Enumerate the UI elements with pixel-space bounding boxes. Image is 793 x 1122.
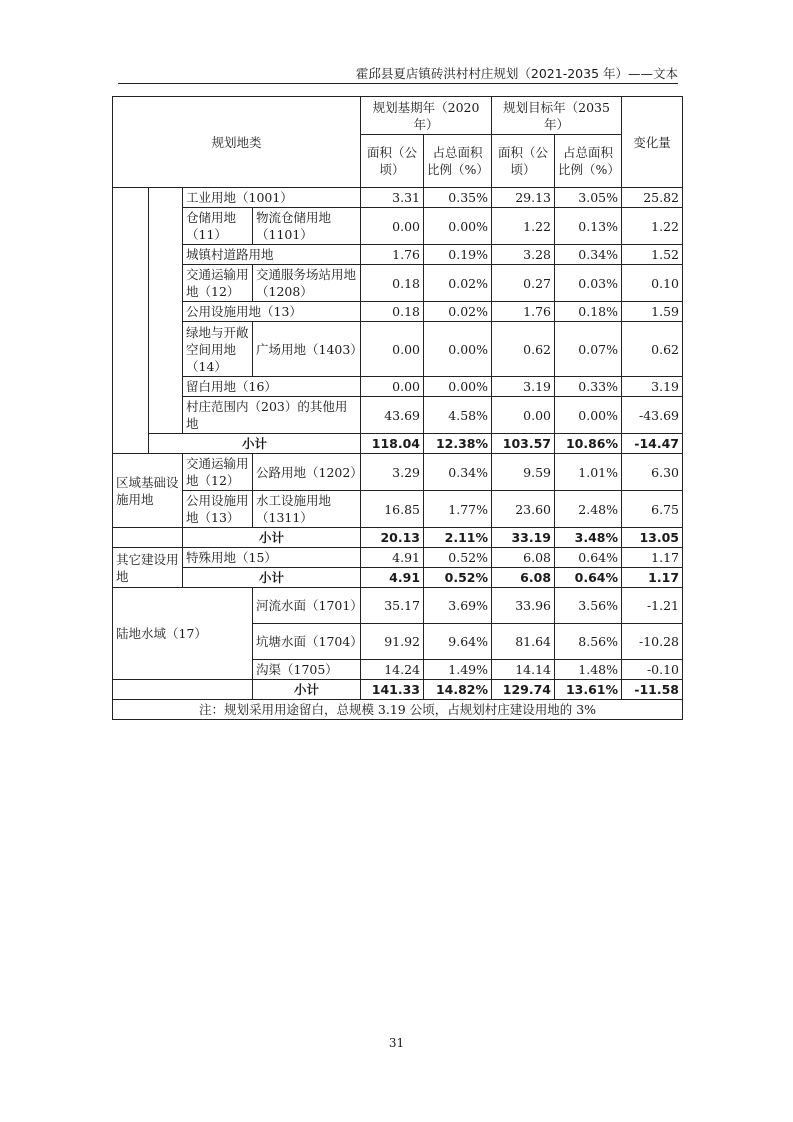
cell-value: -43.69 [622, 397, 683, 434]
row-label: 沟渠（1705） [253, 660, 361, 680]
subtotal-row [113, 434, 683, 454]
cell-value: 0.62 [622, 322, 683, 377]
header-row-1 [113, 97, 683, 135]
cell-value: 0.64% [555, 548, 622, 568]
cell-value: 10.86% [555, 434, 622, 454]
row-label-b: 物流仓储用地（1101） [253, 208, 361, 245]
note-row [113, 700, 683, 720]
cell-value: 0.07% [555, 322, 622, 377]
header-rule [118, 83, 678, 84]
table-row [113, 322, 683, 377]
cell-value: 20.13 [361, 528, 424, 548]
cell-value: 91.92 [361, 624, 424, 660]
cell-value: 0.02% [424, 265, 492, 302]
header-base-year: 规划基期年（2020年） [361, 97, 492, 135]
cell-value: 0.00 [361, 377, 424, 397]
cell-value: 81.64 [492, 624, 555, 660]
header-target-year: 规划目标年（2035年） [492, 97, 622, 135]
cell-value: 118.04 [361, 434, 424, 454]
cell-value: 1.01% [555, 454, 622, 491]
row-label-a: 交通运输用地（12） [183, 265, 253, 302]
cell-value: 0.00 [492, 397, 555, 434]
table-row [113, 397, 683, 434]
land-use-table [112, 96, 683, 720]
cell-value: 1.59 [622, 302, 683, 322]
row-label: 特殊用地（15） [183, 548, 361, 568]
cell-value: 0.00% [555, 397, 622, 434]
cell-value: -10.28 [622, 624, 683, 660]
cell-value: 0.35% [424, 188, 492, 208]
cell-value: 0.00% [424, 208, 492, 245]
cell-value: 1.17 [622, 548, 683, 568]
row-label-b: 交通服务场站用地（1208） [253, 265, 361, 302]
cell-value: 33.19 [492, 528, 555, 548]
subtotal-row [113, 528, 683, 548]
cell-value: 129.74 [492, 680, 555, 700]
cell-value: 3.19 [492, 377, 555, 397]
cell-value: 13.05 [622, 528, 683, 548]
row-label: 城镇村道路用地 [183, 245, 361, 265]
cell-value: 4.91 [361, 548, 424, 568]
cell-value: 0.19% [424, 245, 492, 265]
table-note: 注：规划采用用途留白，总规模 3.19 公顷，占规划村庄建设用地的 3% [113, 700, 683, 720]
table-row [113, 265, 683, 302]
cell-value: 0.52% [424, 568, 492, 588]
group-label: 陆地水域（17） [113, 588, 253, 680]
page-number: 31 [388, 1036, 405, 1050]
cell-value: 16.85 [361, 491, 424, 528]
cell-value: -1.21 [622, 588, 683, 624]
row-label: 留白用地（16） [183, 377, 361, 397]
cell-value: 9.64% [424, 624, 492, 660]
cell-value: 1.17 [622, 568, 683, 588]
cell-value: 6.75 [622, 491, 683, 528]
cell-value: 0.18 [361, 302, 424, 322]
row-label-b: 广场用地（1403） [253, 322, 361, 377]
header-area-2020: 面积（公顷） [361, 135, 424, 188]
cell-value: 0.00% [424, 377, 492, 397]
group-label: 其它建设用地 [113, 548, 183, 588]
cell-value: 4.58% [424, 397, 492, 434]
table-row [113, 188, 683, 208]
cell-value: 1.76 [492, 302, 555, 322]
table-row [113, 588, 683, 624]
table-row [113, 302, 683, 322]
cell-value: 14.82% [424, 680, 492, 700]
cell-value: 2.11% [424, 528, 492, 548]
subtotal-row [113, 568, 683, 588]
cell-value: 0.00 [361, 322, 424, 377]
cell-value: 103.57 [492, 434, 555, 454]
subtotal-label: 小计 [149, 434, 361, 454]
header-ratio-2020: 占总面积比例（%） [424, 135, 492, 188]
subtotal-label: 小计 [183, 568, 361, 588]
row-label: 工业用地（1001） [183, 188, 361, 208]
cell-value: 0.03% [555, 265, 622, 302]
cell-value: 14.14 [492, 660, 555, 680]
cell-value: 33.96 [492, 588, 555, 624]
subtotal-label: 小计 [183, 528, 361, 548]
row-label: 村庄范围内（203）的其他用地 [183, 397, 361, 434]
cell-value: 0.13% [555, 208, 622, 245]
table-row [113, 454, 683, 491]
row-label: 坑塘水面（1704） [253, 624, 361, 660]
cell-value: 0.34% [424, 454, 492, 491]
cell-value: 29.13 [492, 188, 555, 208]
row-label-a: 交通运输用地（12） [183, 454, 253, 491]
document-header: 霍邱县夏店镇砖洪村村庄规划（2021-2035 年）——文本 [355, 66, 678, 81]
table-row [113, 377, 683, 397]
row-label-b: 公路用地（1202） [253, 454, 361, 491]
subtotal-row [113, 680, 683, 700]
cell-value: -14.47 [622, 434, 683, 454]
header-category: 规划地类 [113, 97, 361, 188]
cell-value: 6.30 [622, 454, 683, 491]
cell-value: 0.18% [555, 302, 622, 322]
cell-value: 2.48% [555, 491, 622, 528]
group1-inner-cell [149, 188, 183, 434]
group-label: 区域基础设施用地 [113, 454, 183, 528]
cell-value: 14.24 [361, 660, 424, 680]
cell-value: 4.91 [361, 568, 424, 588]
table-row [113, 208, 683, 245]
row-label-a: 绿地与开敞空间用地（14） [183, 322, 253, 377]
cell-value: 3.19 [622, 377, 683, 397]
cell-value: 0.34% [555, 245, 622, 265]
row-label-a: 仓储用地（11） [183, 208, 253, 245]
cell-value: 3.69% [424, 588, 492, 624]
cell-value: 0.00 [361, 208, 424, 245]
table-row [113, 491, 683, 528]
row-label-a: 公用设施用地（13） [183, 491, 253, 528]
cell-value: 3.48% [555, 528, 622, 548]
cell-value: 0.02% [424, 302, 492, 322]
cell-value: -11.58 [622, 680, 683, 700]
cell-value: 23.60 [492, 491, 555, 528]
cell-value: 1.48% [555, 660, 622, 680]
cell-value: 1.22 [492, 208, 555, 245]
cell-value: 8.56% [555, 624, 622, 660]
cell-value: 141.33 [361, 680, 424, 700]
header-ratio-2035: 占总面积比例（%） [555, 135, 622, 188]
cell-value: 0.64% [555, 568, 622, 588]
header-area-2035: 面积（公顷） [492, 135, 555, 188]
row-label: 河流水面（1701） [253, 588, 361, 624]
cell-value: 1.49% [424, 660, 492, 680]
cell-value: 3.29 [361, 454, 424, 491]
row-label-b: 水工设施用地（1311） [253, 491, 361, 528]
cell-value: 0.62 [492, 322, 555, 377]
cell-value: 35.17 [361, 588, 424, 624]
cell-value: 0.33% [555, 377, 622, 397]
cell-value: 3.56% [555, 588, 622, 624]
subtotal-label: 小计 [253, 680, 361, 700]
cell-value: 0.10 [622, 265, 683, 302]
group2-blank-cell [113, 528, 183, 548]
cell-value: 1.22 [622, 208, 683, 245]
cell-value: 0.18 [361, 265, 424, 302]
cell-value: 0.27 [492, 265, 555, 302]
cell-value: 3.31 [361, 188, 424, 208]
table-row [113, 245, 683, 265]
cell-value: 1.52 [622, 245, 683, 265]
cell-value: -0.10 [622, 660, 683, 680]
cell-value: 1.76 [361, 245, 424, 265]
cell-value: 0.00% [424, 322, 492, 377]
cell-value: 3.05% [555, 188, 622, 208]
cell-value: 3.28 [492, 245, 555, 265]
table-row [113, 548, 683, 568]
cell-value: 6.08 [492, 568, 555, 588]
header-change: 变化量 [622, 97, 683, 188]
cell-value: 13.61% [555, 680, 622, 700]
cell-value: 6.08 [492, 548, 555, 568]
cell-value: 43.69 [361, 397, 424, 434]
row-label: 公用设施用地（13） [183, 302, 361, 322]
cell-value: 9.59 [492, 454, 555, 491]
cell-value: 0.52% [424, 548, 492, 568]
cell-value: 25.82 [622, 188, 683, 208]
group1-outer-cell [113, 188, 149, 454]
cell-value: 12.38% [424, 434, 492, 454]
group4-blank-cell [113, 680, 253, 700]
cell-value: 1.77% [424, 491, 492, 528]
